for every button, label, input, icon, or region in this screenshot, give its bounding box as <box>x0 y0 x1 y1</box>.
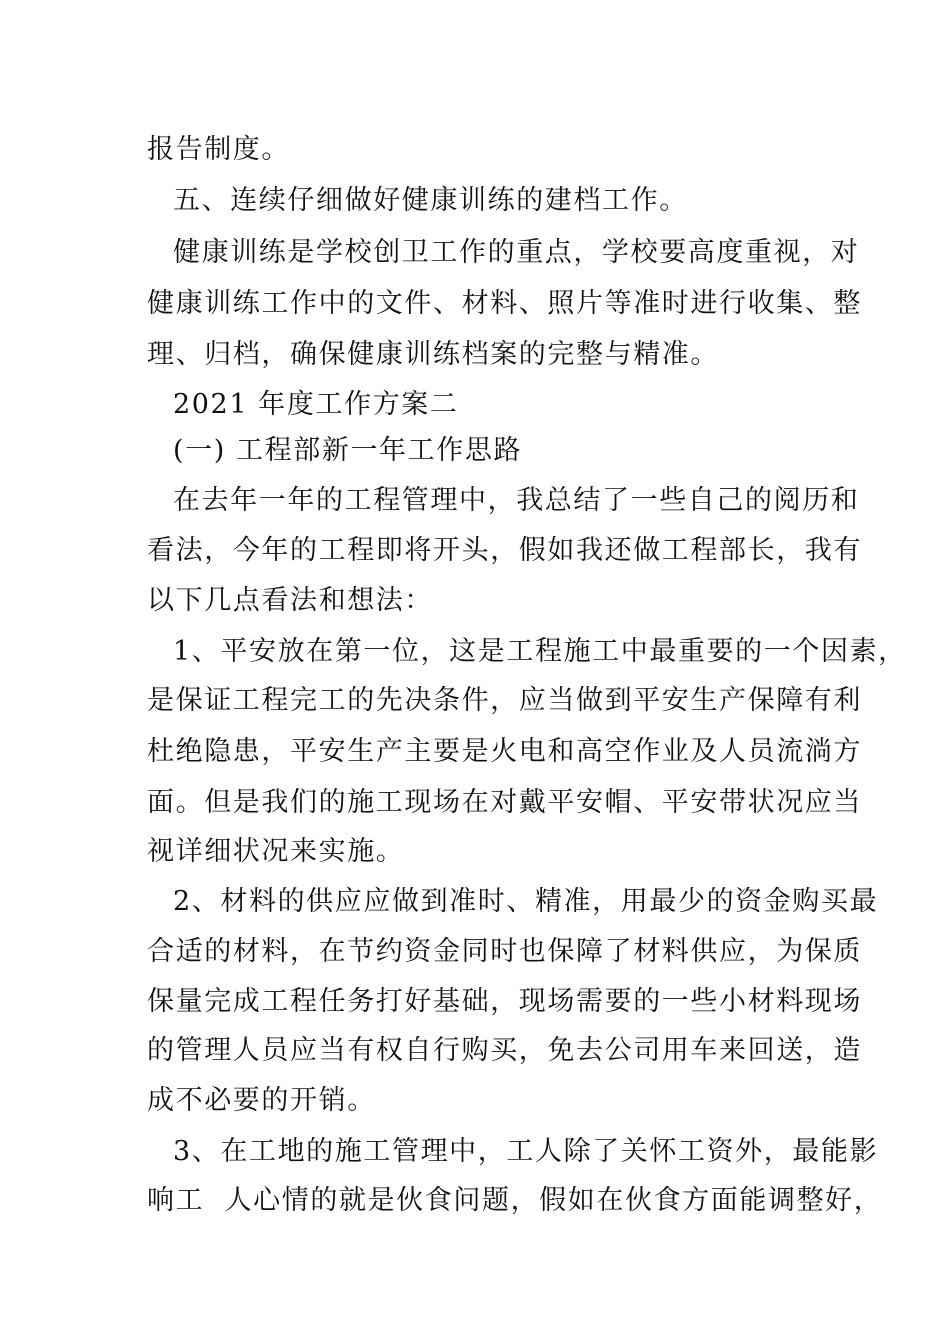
text-line: 报告制度。 <box>147 134 290 165</box>
text-line: 3、在工地的施工管理中，工人除了关怀工资外，最能影 <box>173 1136 879 1167</box>
text-line: 合适的材料，在节约资金同时也保障了材料供应，为保质 <box>147 936 862 967</box>
text-line: 理、归档，确保健康训练档案的完整与精准。 <box>147 339 719 370</box>
text-line: 成不必要的开销。 <box>147 1085 376 1116</box>
text-line: 2、材料的供应应做到准时、精准，用最少的资金购买最 <box>173 886 879 917</box>
subsection-heading: (一) 工程部新一年工作思路 <box>173 435 523 466</box>
text-line: 看法，今年的工程即将开头，假如我还做工程部长，我有 <box>147 535 862 566</box>
text-line: 的管理人员应当有权自行购买，免去公司用车来回送，造 <box>147 1035 862 1066</box>
text-line: 杜绝隐患，平安生产主要是火电和高空作业及人员流淌方 <box>147 736 862 767</box>
text-line: 保量完成工程任务打好基础，现场需要的一些小材料现场 <box>147 986 862 1017</box>
text-line: 健康训练工作中的文件、材料、照片等准时进行收集、整 <box>147 288 862 319</box>
text-line: 在去年一年的工程管理中，我总结了一些自己的阅历和 <box>173 485 860 516</box>
section-heading: 2021 年度工作方案二 <box>173 389 459 420</box>
text-line: 响工 人心情的就是伙食问题，假如在伙食方面能调整好， <box>147 1185 883 1216</box>
section-heading: 五、连续仔细做好健康训练的建档工作。 <box>173 185 688 216</box>
text-line: 面。但是我们的施工现场在对戴平安帽、平安带状况应当 <box>147 787 862 818</box>
text-line: 是保证工程完工的先决条件，应当做到平安生产保障有利 <box>147 685 862 716</box>
text-line: 以下几点看法和想法： <box>147 585 433 616</box>
text-line: 视详细状况来实施。 <box>147 836 405 867</box>
text-line: 1、平安放在第一位，这是工程施工中最重要的一个因素， <box>173 636 907 667</box>
text-line: 健康训练是学校创卫工作的重点，学校要高度重视，对 <box>173 237 860 268</box>
